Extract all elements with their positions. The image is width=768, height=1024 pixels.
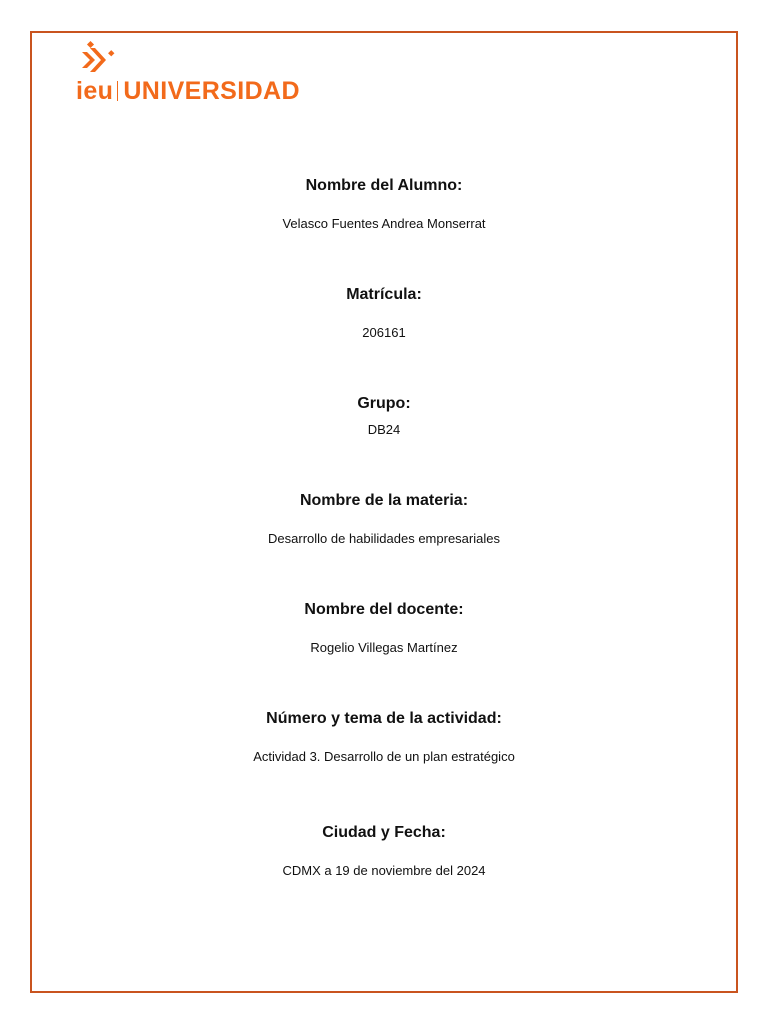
group-label: Grupo: (357, 395, 411, 412)
activity-label: Número y tema de la actividad: (266, 710, 502, 727)
wordmark-divider (117, 81, 118, 101)
ieu-wordmark (76, 76, 300, 106)
teacher-value: Rogelio Villegas Martínez (310, 640, 458, 655)
subject-value: Desarrollo de habilidades empresariales (268, 531, 500, 546)
city-date-label: Ciudad y Fecha: (322, 824, 446, 841)
activity-value: Actividad 3. Desarrollo de un plan estratégico (253, 749, 515, 764)
ieu-wordmark-right: UNIVERSIDAD (123, 77, 300, 105)
enrollment-value: 206161 (362, 325, 406, 340)
student-name-label: Nombre del Alumno: (305, 177, 463, 194)
ieu-wordmark-left: ieu (76, 77, 114, 105)
student-name-value: Velasco Fuentes Andrea Monserrat (282, 216, 486, 231)
ieu-logo (76, 40, 336, 108)
ieu-chevron-icon (76, 40, 116, 76)
teacher-label: Nombre del docente: (304, 601, 464, 618)
group-value: DB24 (367, 422, 401, 437)
city-date-value: CDMX a 19 de noviembre del 2024 (282, 863, 486, 878)
subject-label: Nombre de la materia: (299, 492, 469, 509)
enrollment-label: Matrícula: (346, 286, 422, 303)
